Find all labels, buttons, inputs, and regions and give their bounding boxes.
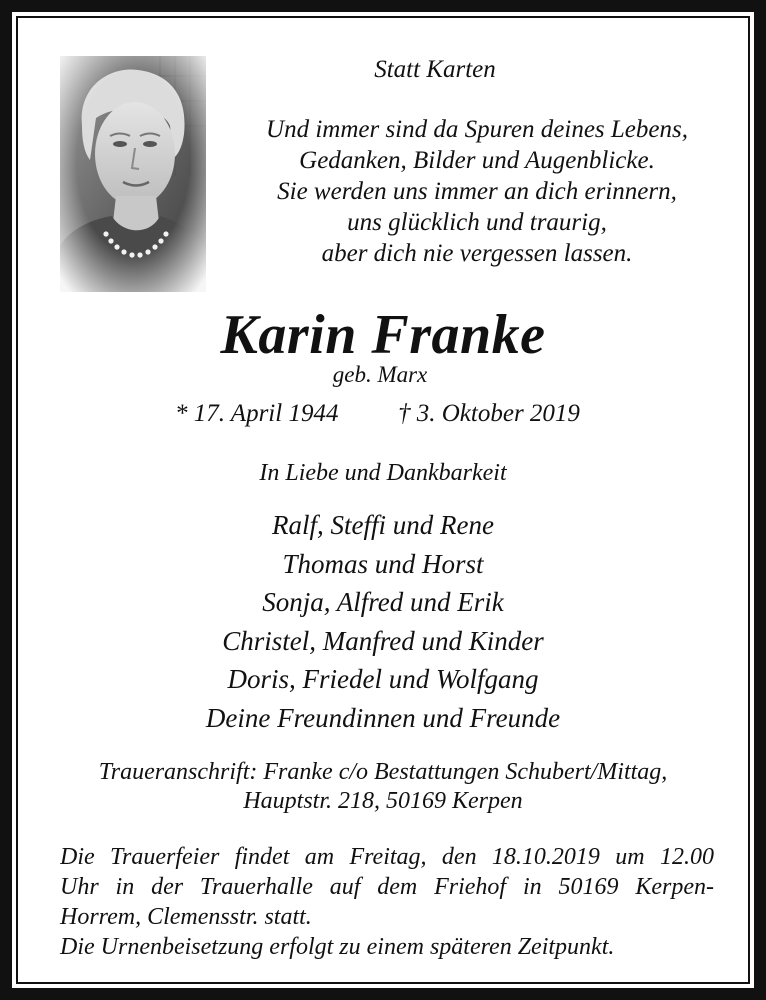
maiden-name: geb. Marx: [332, 362, 428, 387]
birth-date: * 17. April 1944: [175, 400, 339, 427]
deceased-name: Karin Franke: [220, 304, 546, 366]
statt-karten-label: Statt Karten: [374, 56, 496, 83]
ceremony-line: Die Trauerfeier findet am Freitag, den 18.10.2019 um 12.00: [60, 844, 714, 870]
ceremony-info: [60, 842, 714, 962]
verse-line: uns glücklich und traurig,: [347, 209, 607, 236]
portrait-photo: [60, 56, 206, 292]
ceremony-line: Horrem, Clemensstr. statt.: [60, 904, 312, 930]
verse-line: Und immer sind da Spuren deines Lebens,: [266, 116, 688, 143]
verse-line: aber dich nie vergessen lassen.: [321, 240, 633, 267]
mourner-line: Christel, Manfred und Kinder: [222, 625, 544, 656]
memorial-verse: [212, 114, 742, 269]
mourner-line: Thomas und Horst: [282, 548, 484, 579]
mourner-line: Deine Freundinnen und Freunde: [205, 702, 561, 733]
mourner-line: Ralf, Steffi und Rene: [272, 510, 494, 540]
mourner-line: Doris, Friedel und Wolfgang: [227, 664, 539, 694]
ceremony-line: Die Urnenbeisetzung erfolgt zu einem späteren Zeitpunkt.: [60, 934, 615, 960]
death-date: † 3. Oktober 2019: [398, 400, 580, 427]
ceremony-line: Uhr in der Trauerhalle auf dem Friehof in 50169 Kerpen-: [60, 874, 714, 900]
verse-line: Sie werden uns immer an dich erinnern,: [277, 178, 677, 205]
mourner-line: Sonja, Alfred und Erik: [262, 587, 504, 617]
mourning-address: [0, 758, 766, 816]
dedication-line: In Liebe und Dankbarkeit: [259, 460, 507, 486]
verse-line: Gedanken, Bilder und Augenblicke.: [299, 147, 655, 174]
address-line: Hauptstr. 218, 50169 Kerpen: [243, 788, 523, 814]
address-line: Traueranschrift: Franke c/o Bestattungen Schubert/Mittag,: [98, 759, 668, 785]
mourners-list: [0, 506, 766, 737]
